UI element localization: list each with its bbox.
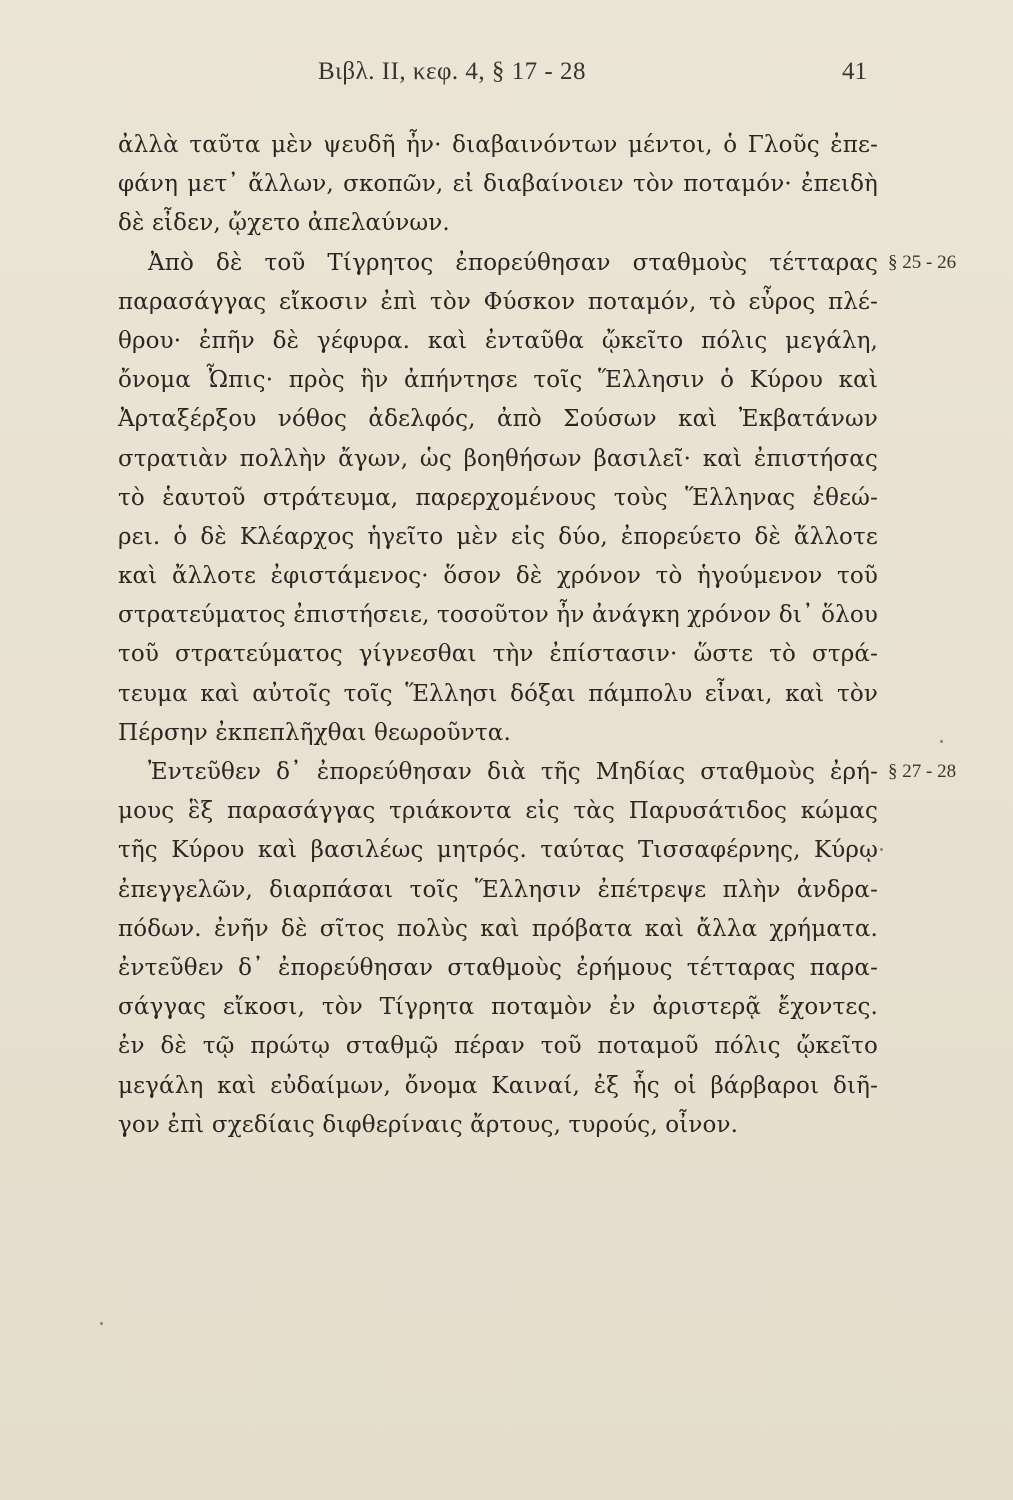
text-line: καὶ ἄλλοτε ἐφιστάμενος· ὅσον δὲ χρόνον τὸ ἡγούμενον τοῦ (118, 563, 878, 590)
text-line: στρατεύματος ἐπιστήσειε, τοσοῦτον ἦν ἀνάγκη χρόνον δι᾽ ὅλου (118, 602, 878, 629)
text-line: γον ἐπὶ σχεδίαις διφθερίναις ἄρτους, τυρούς, οἶνον. (118, 1111, 739, 1138)
text-line: μεγάλη καὶ εὐδαίμων, ὄνομα Καιναί, ἐξ ἧς οἱ βάρβαροι διῆ- (118, 1072, 878, 1099)
paper-speck (880, 848, 883, 851)
text-line: παρασάγγας εἴκοσιν ἐπὶ τὸν Φύσκον ποταμόν, τὸ εὖρος πλέ- (118, 288, 878, 315)
text-line: μους ἓξ παρασάγγας τριάκοντα εἰς τὰς Παρυσάτιδος κώμας (118, 798, 878, 825)
text-line: ἐπεγγελῶν, διαρπάσαι τοῖς Ἕλλησιν ἐπέτρεψε πλὴν ἀνδρα- (118, 876, 878, 903)
text-line: ὄνομα Ὦπις· πρὸς ἣν ἀπήντησε τοῖς Ἕλλησιν ὁ Κύρου καὶ (118, 367, 878, 394)
text-line: ρει. ὁ δὲ Κλέαρχος ἡγεῖτο μὲν εἰς δύο, ἐπορεύετο δὲ ἄλλοτε (118, 523, 878, 550)
body-text (118, 126, 878, 1145)
section-ref-27-28: § 27 - 28 (888, 761, 957, 782)
text-line: δὲ εἶδεν, ᾤχετο ἀπελαύνων. (118, 210, 450, 237)
running-head (0, 58, 1013, 98)
paragraph-start-line: Ἀπὸ δὲ τοῦ Τίγρητος ἐπορεύθησαν σταθμοὺς τέτταρας (148, 249, 878, 276)
section-ref-25-26: § 25 - 26 (888, 252, 957, 273)
text-line: σάγγας εἴκοσι, τὸν Τίγρητα ποταμὸν ἐν ἀριστερᾷ ἔχοντες. (118, 994, 878, 1021)
page-number: 41 (842, 58, 867, 85)
running-title: Βιβλ. II, κεφ. 4, § 17 - 28 (318, 58, 586, 85)
text-line: τῆς Κύρου καὶ βασιλέως μητρός. ταύτας Τισσαφέρνης, Κύρῳ (118, 837, 878, 864)
text-line: στρατιὰν πολλὴν ἄγων, ὡς βοηθήσων βασιλεῖ· καὶ ἐπιστήσας (118, 445, 878, 472)
text-line: Ἀρταξέρξου νόθος ἀδελφός, ἀπὸ Σούσων καὶ Ἐκβατάνων (118, 406, 878, 433)
text-line: τοῦ στρατεύματος γίγνεσθαι τὴν ἐπίστασιν· ὥστε τὸ στρά- (118, 641, 878, 668)
paper-speck (940, 740, 943, 743)
text-line: πόδων. ἐνῆν δὲ σῖτος πολὺς καὶ πρόβατα καὶ ἄλλα χρήματα. (118, 915, 878, 942)
paper-speck (100, 1322, 103, 1325)
text-line: φάνη μετ᾽ ἄλλων, σκοπῶν, εἰ διαβαίνοιεν τὸν ποταμόν· ἐπειδὴ (118, 171, 878, 198)
text-line: Πέρσην ἐκπεπλῆχθαι θεωροῦντα. (118, 719, 511, 746)
text-line: ἀλλὰ ταῦτα μὲν ψευδῆ ἦν· διαβαινόντων μέντοι, ὁ Γλοῦς ἐπε- (118, 132, 878, 158)
text-line: ἐντεῦθεν δ᾽ ἐπορεύθησαν σταθμοὺς ἐρήμους τέτταρας παρα- (118, 954, 878, 981)
text-line: τευμα καὶ αὐτοῖς τοῖς Ἕλλησι δόξαι πάμπολυ εἶναι, καὶ τὸν (118, 680, 878, 707)
paragraph-start-line: Ἐντεῦθεν δ᾽ ἐπορεύθησαν διὰ τῆς Μηδίας σταθμοὺς ἐρή- (148, 759, 878, 785)
text-line: ἐν δὲ τῷ πρώτῳ σταθμῷ πέραν τοῦ ποταμοῦ πόλις ᾤκεῖτο (118, 1033, 878, 1060)
text-line: τὸ ἑαυτοῦ στράτευμα, παρερχομένους τοὺς Ἕλληνας ἐθεώ- (118, 484, 878, 511)
text-line: θρου· ἐπῆν δὲ γέφυρα. καὶ ἐνταῦθα ᾤκεῖτο πόλις μεγάλη, (118, 327, 878, 354)
